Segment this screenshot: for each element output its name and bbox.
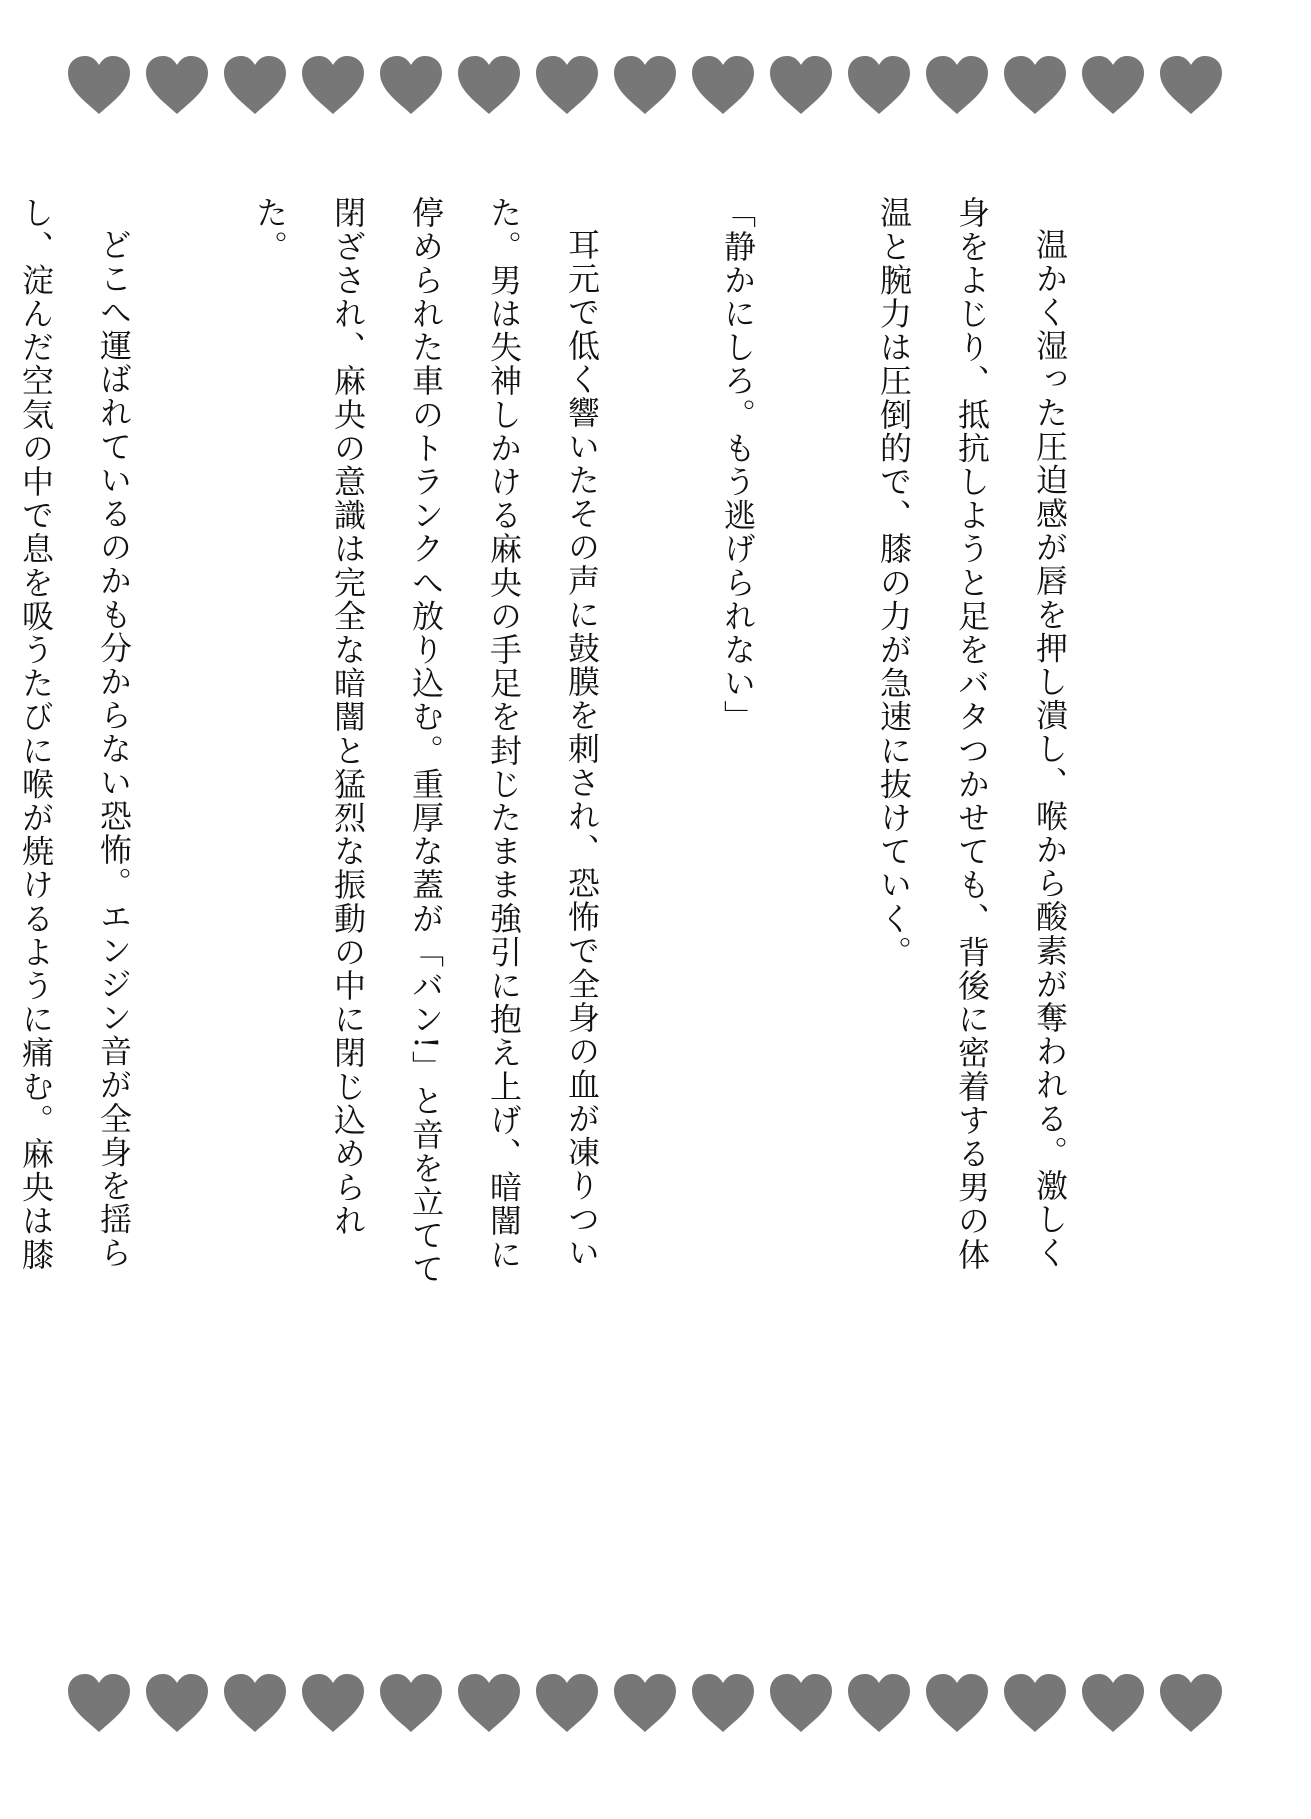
heart-icon (924, 54, 990, 116)
heart-icon (456, 1672, 522, 1734)
heart-icon (534, 1672, 600, 1734)
heart-icon (534, 54, 600, 116)
heart-icon (768, 1672, 834, 1734)
paragraph-gap (621, 196, 699, 206)
heart-icon (1080, 1672, 1146, 1734)
heart-icon (1080, 54, 1146, 116)
heart-icon (846, 1672, 912, 1734)
heart-icon (66, 1672, 132, 1734)
heart-icon (378, 1672, 444, 1734)
heart-icon (690, 54, 756, 116)
heart-icon (612, 54, 678, 116)
heart-icon (300, 54, 366, 116)
heart-icon (690, 1672, 756, 1734)
heart-icon (300, 1672, 366, 1734)
paragraph: どこへ運ばれているのかも分からない恐怖。エンジン音が全身を揺らし、淀んだ空気の中で息を吸うたびに喉が焼けるように痛む。麻央は膝 (17, 196, 133, 1272)
heart-icon (378, 54, 444, 116)
paragraph: 温かく湿った圧迫感が唇を押し潰し、喉から酸素が奪われる。激しく身をよじり、抵抗しようと足をバタつかせても、背後に密着する男の体温と腕力は圧倒的で、膝の力が急速に抜けていく。 (875, 196, 1069, 1272)
heart-icon (1002, 1672, 1068, 1734)
heart-icon (144, 1672, 210, 1734)
paragraph: 耳元で低く響いたその声に鼓膜を刺され、恐怖で全身の血が凍りついた。男は失神しかける麻央の手足を封じたまま強引に抱え上げ、暗闇に停められた車のトランクへ放り込む。重厚な蓋が「バン!」と音を立てて閉ざされ、麻央の意識は完全な暗闇と猛烈な振動の中に閉じ込められた。 (251, 196, 601, 1286)
top-heart-border (66, 54, 1224, 116)
heart-icon (924, 1672, 990, 1734)
dialogue-line: 「静かにしろ。もう逃げられない」 (719, 196, 757, 734)
paragraph-gap (777, 196, 855, 206)
bottom-heart-border (66, 1672, 1224, 1734)
heart-icon (456, 54, 522, 116)
heart-icon (1158, 1672, 1224, 1734)
heart-icon (144, 54, 210, 116)
heart-icon (1002, 54, 1068, 116)
heart-icon (1158, 54, 1224, 116)
vertical-text-body (0, 196, 1089, 1296)
heart-icon (768, 54, 834, 116)
heart-icon (66, 54, 132, 116)
paragraph-gap (153, 196, 231, 206)
heart-icon (222, 1672, 288, 1734)
heart-icon (846, 54, 912, 116)
heart-icon (222, 54, 288, 116)
heart-icon (612, 1672, 678, 1734)
